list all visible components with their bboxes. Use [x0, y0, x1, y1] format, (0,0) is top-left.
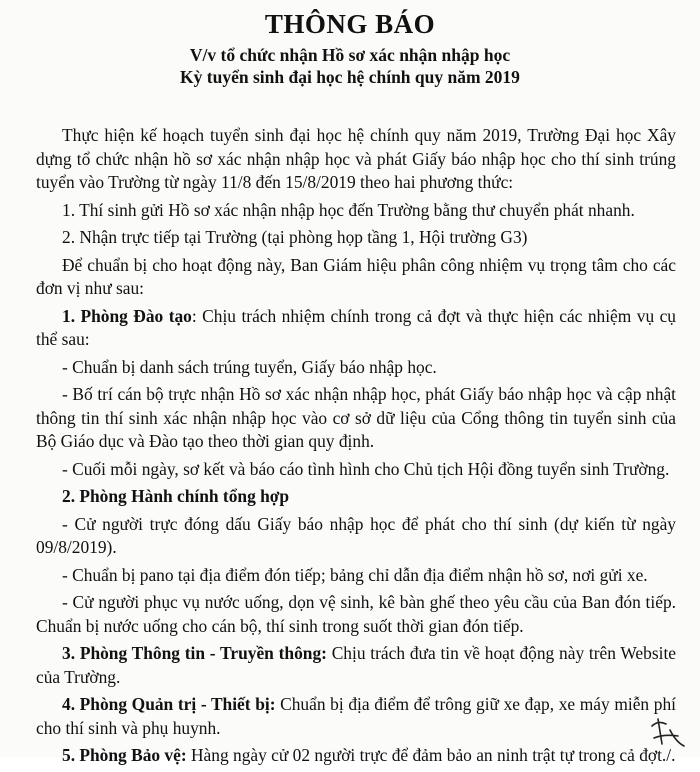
intro-paragraph: Thực hiện kế hoạch tuyển sinh đại học hệ chính quy năm 2019, Trường Đại học Xây dựng tổ chức nhận hồ sơ xác nhận nhập học và phát Giấy báo nhập học cho thí sinh trúng tuyển vào Trường từ ngày 11/8 đến 15/8/2019 theo hai phương thức:: [36, 125, 676, 192]
section-4-paragraph: [36, 693, 676, 740]
assignment-intro-paragraph: Để chuẩn bị cho hoạt động này, Ban Giám hiệu phân công nhiệm vụ trọng tâm cho các đơn vị như sau:: [36, 254, 676, 298]
document-header: [0, 4, 700, 88]
document-subtitle-line-1: V/v tổ chức nhận Hồ sơ xác nhận nhập học: [189, 45, 511, 65]
section-1-heading: 1. Phòng Đào tạo: [62, 305, 192, 326]
section-3-text: Chịu trách đưa tin về hoạt động này trên Website của Trường.: [36, 643, 676, 687]
section-2-item: - Chuẩn bị pano tại địa điểm đón tiếp; bảng chỉ dẫn địa điểm nhận hồ sơ, nơi gửi xe.: [62, 564, 648, 585]
method-item-1: 1. Thí sinh gửi Hồ sơ xác nhận nhập học đến Trường bằng thư chuyển phát nhanh.: [62, 199, 635, 220]
document-title: THÔNG BÁO: [264, 9, 436, 39]
section-5-text: Hàng ngày cử 02 người trực để đảm bảo an ninh trật tự trong cả đợt./.: [186, 745, 676, 765]
method-item-2: 2. Nhận trực tiếp tại Trường (tại phòng họp tầng 1, Hội trường G3): [62, 227, 528, 247]
section-2-item: - Cử người phục vụ nước uống, dọn vệ sinh, kê bàn ghế theo yêu cầu của Ban đón tiếp. Chuẩn bị nước uống cho cán bộ, thí sinh trong suốt thời gian đón tiếp.: [36, 592, 676, 636]
section-1-item: - Chuẩn bị danh sách trúng tuyển, Giấy báo nhập học.: [62, 356, 437, 377]
section-2-item: - Cử người trực đóng dấu Giấy báo nhập học để phát cho thí sinh (dự kiến từ ngày 09/8/2019).: [36, 513, 676, 557]
initials-signature-mark: [648, 716, 688, 750]
section-5-paragraph: [36, 744, 676, 768]
section-5-heading: 5. Phòng Bảo vệ:: [62, 745, 187, 765]
document-subtitle-line-2: Kỳ tuyển sinh đại học hệ chính quy năm 2019: [180, 67, 520, 87]
section-3-paragraph: [36, 642, 676, 689]
section-4-text: Chuẩn bị địa điểm để trông giữ xe đạp, xe máy miễn phí cho thí sinh và phụ huynh.: [36, 694, 676, 738]
section-4-heading: 4. Phòng Quản trị - Thiết bị:: [62, 694, 276, 714]
section-2-heading: 2. Phòng Hành chính tổng hợp: [62, 486, 290, 506]
document-body: [36, 124, 676, 772]
section-1-lead: : Chịu trách nhiệm chính trong cả đợt và thực hiện các nhiệm vụ cụ thể sau:: [36, 305, 676, 349]
section-1-paragraph: [36, 305, 676, 352]
section-1-item: - Cuối mỗi ngày, sơ kết và báo cáo tình hình cho Chủ tịch Hội đồng tuyển sinh Trường.: [62, 458, 670, 479]
section-3-heading: 3. Phòng Thông tin - Truyền thông:: [62, 643, 327, 663]
section-1-item: - Bố trí cán bộ trực nhận Hồ sơ xác nhận nhập học, phát Giấy báo nhập học và cập nhật thông tin thí sinh xác nhận nhập học vào cơ sở dữ liệu của Cổng thông tin tuyển sinh của Bộ Giáo dục và Đào tạo theo thời gian quy định.: [36, 384, 676, 451]
